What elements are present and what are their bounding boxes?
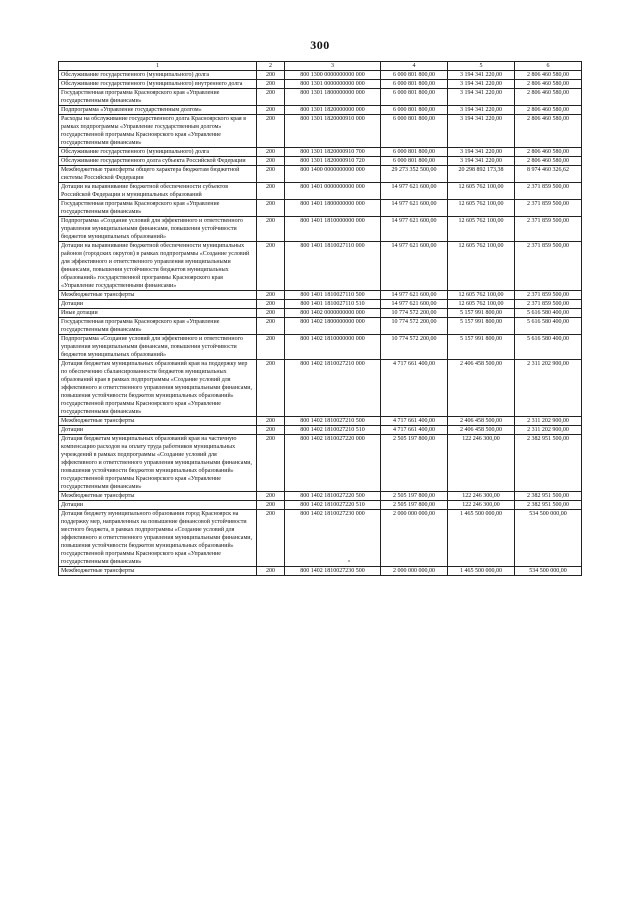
row-code-cell: 200 bbox=[257, 567, 285, 576]
row-code-cell: 200 bbox=[257, 80, 285, 89]
row-amount-col6-cell: 2 371 859 500,00 bbox=[515, 183, 582, 200]
row-amount-col4-cell: 14 977 621 600,00 bbox=[381, 183, 448, 200]
table-row bbox=[59, 106, 582, 115]
row-classification-code-cell: 800 1301 1820000910 700 bbox=[285, 148, 381, 157]
row-code-cell: 200 bbox=[257, 291, 285, 300]
row-amount-col5-cell: 5 157 991 800,00 bbox=[448, 335, 515, 360]
row-amount-col6-cell: 8 974 460 326,62 bbox=[515, 166, 582, 183]
row-amount-col5-cell: 12 605 762 100,00 bbox=[448, 200, 515, 217]
row-code-cell: 200 bbox=[257, 166, 285, 183]
table-row bbox=[59, 335, 582, 360]
row-amount-col6-cell: 2 371 859 500,00 bbox=[515, 200, 582, 217]
row-amount-col4-cell: 6 000 801 800,00 bbox=[381, 106, 448, 115]
row-classification-code-cell: 800 1301 1820000000 000 bbox=[285, 106, 381, 115]
table-row bbox=[59, 200, 582, 217]
row-name-cell: Иные дотации bbox=[59, 309, 257, 318]
table-row bbox=[59, 80, 582, 89]
row-classification-code-cell: 800 1402 1800000000 000 bbox=[285, 318, 381, 335]
row-code-cell: 200 bbox=[257, 217, 285, 242]
row-amount-col5-cell: 122 246 300,00 bbox=[448, 501, 515, 510]
table-row bbox=[59, 157, 582, 166]
row-classification-code-cell: 800 1402 1810027210 500 bbox=[285, 417, 381, 426]
row-code-cell: 200 bbox=[257, 435, 285, 492]
row-amount-col4-cell: 29 273 352 500,00 bbox=[381, 166, 448, 183]
table-row bbox=[59, 183, 582, 200]
table-header-row bbox=[59, 62, 582, 71]
row-code-cell: 200 bbox=[257, 148, 285, 157]
row-amount-col4-cell: 6 000 801 800,00 bbox=[381, 157, 448, 166]
row-amount-col4-cell: 10 774 572 200,00 bbox=[381, 335, 448, 360]
row-code-cell: 200 bbox=[257, 492, 285, 501]
row-amount-col5-cell: 3 194 341 220,00 bbox=[448, 157, 515, 166]
row-classification-code-cell: 800 1401 1800000000 000 bbox=[285, 200, 381, 217]
row-classification-code-cell: 800 1402 1810027220 510 bbox=[285, 501, 381, 510]
table-row bbox=[59, 291, 582, 300]
table-row bbox=[59, 318, 582, 335]
row-name-cell: Государственная программа Красноярского края «Управление государственными финансами» bbox=[59, 200, 257, 217]
row-amount-col4-cell: 2 505 197 800,00 bbox=[381, 501, 448, 510]
row-name-cell: Дотации bbox=[59, 426, 257, 435]
row-name-cell: Дотация бюджетам муниципальных образований края на поддержку мер по обеспечению сбалансированности бюджетов муниципальных образований края в рамках подпрограммы «Создание условий для эффективного и ответственного управления муниципальными финансами, повышения устойчивости бюджетов муниципальных образований» государственной программы Красноярского края «Управление государственными финансами» bbox=[59, 360, 257, 417]
table-row bbox=[59, 89, 582, 106]
row-amount-col4-cell: 14 977 621 600,00 bbox=[381, 291, 448, 300]
row-classification-code-cell: 800 1301 0000000000 000 bbox=[285, 80, 381, 89]
page-number: 300 bbox=[310, 38, 330, 52]
row-classification-code-cell: 800 1301 1820000910 720 bbox=[285, 157, 381, 166]
row-code-cell: 200 bbox=[257, 89, 285, 106]
row-amount-col4-cell: 14 977 621 600,00 bbox=[381, 200, 448, 217]
row-amount-col4-cell: 6 000 801 800,00 bbox=[381, 71, 448, 80]
row-amount-col5-cell: 12 605 762 100,00 bbox=[448, 300, 515, 309]
row-amount-col5-cell: 3 194 341 220,00 bbox=[448, 80, 515, 89]
row-amount-col6-cell: 2 806 460 580,00 bbox=[515, 71, 582, 80]
row-amount-col6-cell: 534 500 000,00 bbox=[515, 510, 582, 567]
row-name-cell: Обслуживание государственного долга субъекта Российской Федерации bbox=[59, 157, 257, 166]
row-amount-col6-cell: 2 806 460 580,00 bbox=[515, 157, 582, 166]
row-classification-code-cell: 800 1402 1810027210 510 bbox=[285, 426, 381, 435]
column-header: 2 bbox=[257, 62, 285, 71]
row-classification-code-cell: 800 1402 0000000000 000 bbox=[285, 309, 381, 318]
row-name-cell: Обслуживание государственного (муниципального) долга bbox=[59, 71, 257, 80]
scan-speck bbox=[348, 560, 350, 562]
row-classification-code-cell: 800 1402 1810027220 500 bbox=[285, 492, 381, 501]
table-row bbox=[59, 510, 582, 567]
column-header: 4 bbox=[381, 62, 448, 71]
row-classification-code-cell: 800 1300 0000000000 000 bbox=[285, 71, 381, 80]
row-amount-col6-cell: 2 371 859 500,00 bbox=[515, 300, 582, 309]
row-amount-col5-cell: 2 406 458 500,00 bbox=[448, 426, 515, 435]
row-amount-col6-cell: 2 806 460 580,00 bbox=[515, 106, 582, 115]
row-classification-code-cell: 800 1400 0000000000 000 bbox=[285, 166, 381, 183]
row-amount-col5-cell: 12 605 762 100,00 bbox=[448, 242, 515, 291]
row-amount-col5-cell: 20 298 892 173,38 bbox=[448, 166, 515, 183]
row-code-cell: 200 bbox=[257, 200, 285, 217]
row-amount-col6-cell: 2 371 859 500,00 bbox=[515, 217, 582, 242]
row-code-cell: 200 bbox=[257, 501, 285, 510]
row-name-cell: Дотация бюджету муниципального образования город Красноярск на поддержку мер, направленных на повышение финансовой устойчивости местного бюджета, в рамках подпрограммы «Создание условий для эффективного и ответственного управления муниципальными финансами, повышения устойчивости бюджетов муниципальных образований» государственной программы Красноярского края «Управление государственными финансами» bbox=[59, 510, 257, 567]
row-code-cell: 200 bbox=[257, 510, 285, 567]
row-classification-code-cell: 800 1301 1800000000 000 bbox=[285, 89, 381, 106]
table-row bbox=[59, 309, 582, 318]
row-classification-code-cell: 800 1401 1810027110 000 bbox=[285, 242, 381, 291]
row-name-cell: Подпрограмма «Управление государственным долгом» bbox=[59, 106, 257, 115]
budget-table bbox=[58, 61, 582, 576]
row-amount-col4-cell: 6 000 801 800,00 bbox=[381, 115, 448, 148]
row-code-cell: 200 bbox=[257, 115, 285, 148]
row-amount-col6-cell: 2 382 951 500,00 bbox=[515, 501, 582, 510]
row-amount-col5-cell: 5 157 991 800,00 bbox=[448, 318, 515, 335]
column-header: 5 bbox=[448, 62, 515, 71]
row-amount-col6-cell: 2 371 859 500,00 bbox=[515, 291, 582, 300]
row-code-cell: 200 bbox=[257, 300, 285, 309]
row-name-cell: Обслуживание государственного (муниципального) внутреннего долга bbox=[59, 80, 257, 89]
row-amount-col5-cell: 3 194 341 220,00 bbox=[448, 106, 515, 115]
row-amount-col6-cell: 2 382 951 500,00 bbox=[515, 492, 582, 501]
row-amount-col5-cell: 12 605 762 100,00 bbox=[448, 217, 515, 242]
column-header: 6 bbox=[515, 62, 582, 71]
row-amount-col4-cell: 2 000 000 000,00 bbox=[381, 510, 448, 567]
row-amount-col4-cell: 14 977 621 600,00 bbox=[381, 242, 448, 291]
row-code-cell: 200 bbox=[257, 318, 285, 335]
row-code-cell: 200 bbox=[257, 309, 285, 318]
row-amount-col4-cell: 14 977 621 600,00 bbox=[381, 217, 448, 242]
row-classification-code-cell: 800 1402 1810027220 000 bbox=[285, 435, 381, 492]
table-row bbox=[59, 426, 582, 435]
row-classification-code-cell: 800 1402 1810027210 000 bbox=[285, 360, 381, 417]
row-amount-col6-cell: 2 311 202 900,00 bbox=[515, 426, 582, 435]
row-name-cell: Межбюджетные трансферты общего характера бюджетам бюджетной системы Российской Федерации bbox=[59, 166, 257, 183]
row-name-cell: Межбюджетные трансферты bbox=[59, 567, 257, 576]
row-amount-col6-cell: 2 806 460 580,00 bbox=[515, 80, 582, 89]
row-code-cell: 200 bbox=[257, 426, 285, 435]
row-name-cell: Подпрограмма «Создание условий для эффективного и ответственного управления муниципальными финансами, повышения устойчивости бюджетов муниципальных образований» bbox=[59, 335, 257, 360]
row-amount-col4-cell: 10 774 572 200,00 bbox=[381, 309, 448, 318]
row-code-cell: 200 bbox=[257, 157, 285, 166]
table-row bbox=[59, 217, 582, 242]
row-amount-col5-cell: 3 194 341 220,00 bbox=[448, 148, 515, 157]
row-amount-col6-cell: 5 616 580 400,00 bbox=[515, 309, 582, 318]
row-name-cell: Расходы на обслуживание государственного долга Красноярского края в рамках подпрограммы «Управление государственным долгом» государственной программы Красноярского края «Управление государственными финансами» bbox=[59, 115, 257, 148]
table-row bbox=[59, 242, 582, 291]
row-amount-col5-cell: 3 194 341 220,00 bbox=[448, 89, 515, 106]
table-row bbox=[59, 360, 582, 417]
table-body bbox=[59, 71, 582, 576]
row-amount-col6-cell: 5 616 580 400,00 bbox=[515, 318, 582, 335]
row-code-cell: 200 bbox=[257, 106, 285, 115]
table-row bbox=[59, 435, 582, 492]
table-row bbox=[59, 300, 582, 309]
row-amount-col4-cell: 4 717 661 400,00 bbox=[381, 426, 448, 435]
row-code-cell: 200 bbox=[257, 71, 285, 80]
row-name-cell: Межбюджетные трансферты bbox=[59, 492, 257, 501]
row-amount-col4-cell: 2 505 197 800,00 bbox=[381, 492, 448, 501]
row-amount-col4-cell: 6 000 801 800,00 bbox=[381, 89, 448, 106]
row-amount-col6-cell: 2 371 859 500,00 bbox=[515, 242, 582, 291]
row-amount-col4-cell: 6 000 801 800,00 bbox=[381, 80, 448, 89]
row-code-cell: 200 bbox=[257, 242, 285, 291]
row-code-cell: 200 bbox=[257, 335, 285, 360]
table-row bbox=[59, 148, 582, 157]
row-name-cell: Подпрограмма «Создание условий для эффективного и ответственного управления муниципальными финансами, повышения устойчивости бюджетов муниципальных образований» bbox=[59, 217, 257, 242]
row-amount-col4-cell: 6 000 801 800,00 bbox=[381, 148, 448, 157]
row-name-cell: Дотация бюджетам муниципальных образований края на частичную компенсацию расходов на оплату труда работников муниципальных учреждений в рамках подпрограммы «Создание условий для эффективного и ответственного управления муниципальными финансами, повышения устойчивости бюджетов муниципальных образований» государственной программы Красноярского края «Управление государственными финансами» bbox=[59, 435, 257, 492]
row-classification-code-cell: 800 1402 1810000000 000 bbox=[285, 335, 381, 360]
row-classification-code-cell: 800 1401 1810000000 000 bbox=[285, 217, 381, 242]
row-code-cell: 200 bbox=[257, 417, 285, 426]
row-amount-col6-cell: 2 806 460 580,00 bbox=[515, 115, 582, 148]
row-amount-col6-cell: 2 806 460 580,00 bbox=[515, 148, 582, 157]
row-name-cell: Обслуживание государственного (муниципального) долга bbox=[59, 148, 257, 157]
table-row bbox=[59, 501, 582, 510]
row-name-cell: Дотации на выравнивание бюджетной обеспеченности муниципальных районов (городских округов) в рамках подпрограммы «Создание условий для эффективного и ответственного управления муниципальными финансами, повышения устойчивости бюджетов муниципальных образований» государственной программы Красноярского края «Управление государственными финансами» bbox=[59, 242, 257, 291]
row-amount-col4-cell: 14 977 621 600,00 bbox=[381, 300, 448, 309]
row-name-cell: Межбюджетные трансферты bbox=[59, 291, 257, 300]
table-row bbox=[59, 492, 582, 501]
row-amount-col5-cell: 5 157 991 800,00 bbox=[448, 309, 515, 318]
row-classification-code-cell: 800 1401 0000000000 000 bbox=[285, 183, 381, 200]
row-classification-code-cell: 800 1401 1810027110 510 bbox=[285, 300, 381, 309]
row-amount-col5-cell: 3 194 341 220,00 bbox=[448, 71, 515, 80]
row-name-cell: Государственная программа Красноярского края «Управление государственными финансами» bbox=[59, 89, 257, 106]
row-amount-col5-cell: 12 605 762 100,00 bbox=[448, 183, 515, 200]
table-row bbox=[59, 115, 582, 148]
row-amount-col6-cell: 2 806 460 580,00 bbox=[515, 89, 582, 106]
column-header: 3 bbox=[285, 62, 381, 71]
row-name-cell: Государственная программа Красноярского края «Управление государственными финансами» bbox=[59, 318, 257, 335]
row-name-cell: Дотации bbox=[59, 501, 257, 510]
row-amount-col6-cell: 534 500 000,00 bbox=[515, 567, 582, 576]
column-header: 1 bbox=[59, 62, 257, 71]
row-amount-col5-cell: 2 406 458 500,00 bbox=[448, 360, 515, 417]
row-amount-col5-cell: 12 605 762 100,00 bbox=[448, 291, 515, 300]
table-row bbox=[59, 567, 582, 576]
row-code-cell: 200 bbox=[257, 360, 285, 417]
row-amount-col6-cell: 2 382 951 500,00 bbox=[515, 435, 582, 492]
row-classification-code-cell: 800 1402 1810027230 000 bbox=[285, 510, 381, 567]
row-classification-code-cell: 800 1402 1810027230 500 bbox=[285, 567, 381, 576]
row-amount-col5-cell: 2 406 458 500,00 bbox=[448, 417, 515, 426]
row-amount-col6-cell: 2 311 202 900,00 bbox=[515, 417, 582, 426]
row-amount-col6-cell: 2 311 202 900,00 bbox=[515, 360, 582, 417]
row-amount-col4-cell: 2 000 000 000,00 bbox=[381, 567, 448, 576]
table-row bbox=[59, 417, 582, 426]
row-amount-col6-cell: 5 616 580 400,00 bbox=[515, 335, 582, 360]
row-amount-col5-cell: 1 465 500 000,00 bbox=[448, 567, 515, 576]
row-classification-code-cell: 800 1401 1810027110 500 bbox=[285, 291, 381, 300]
row-amount-col4-cell: 4 717 661 400,00 bbox=[381, 360, 448, 417]
row-code-cell: 200 bbox=[257, 183, 285, 200]
row-amount-col5-cell: 122 246 300,00 bbox=[448, 492, 515, 501]
row-amount-col5-cell: 3 194 341 220,00 bbox=[448, 115, 515, 148]
row-name-cell: Дотации на выравнивание бюджетной обеспеченности субъектов Российской Федерации и муниципальных образований bbox=[59, 183, 257, 200]
row-classification-code-cell: 800 1301 1820000910 000 bbox=[285, 115, 381, 148]
row-amount-col4-cell: 4 717 661 400,00 bbox=[381, 417, 448, 426]
row-amount-col4-cell: 2 505 197 800,00 bbox=[381, 435, 448, 492]
row-name-cell: Дотации bbox=[59, 300, 257, 309]
table-row bbox=[59, 166, 582, 183]
row-amount-col5-cell: 1 465 500 000,00 bbox=[448, 510, 515, 567]
row-amount-col5-cell: 122 246 300,00 bbox=[448, 435, 515, 492]
row-name-cell: Межбюджетные трансферты bbox=[59, 417, 257, 426]
table-row bbox=[59, 71, 582, 80]
row-amount-col4-cell: 10 774 572 200,00 bbox=[381, 318, 448, 335]
